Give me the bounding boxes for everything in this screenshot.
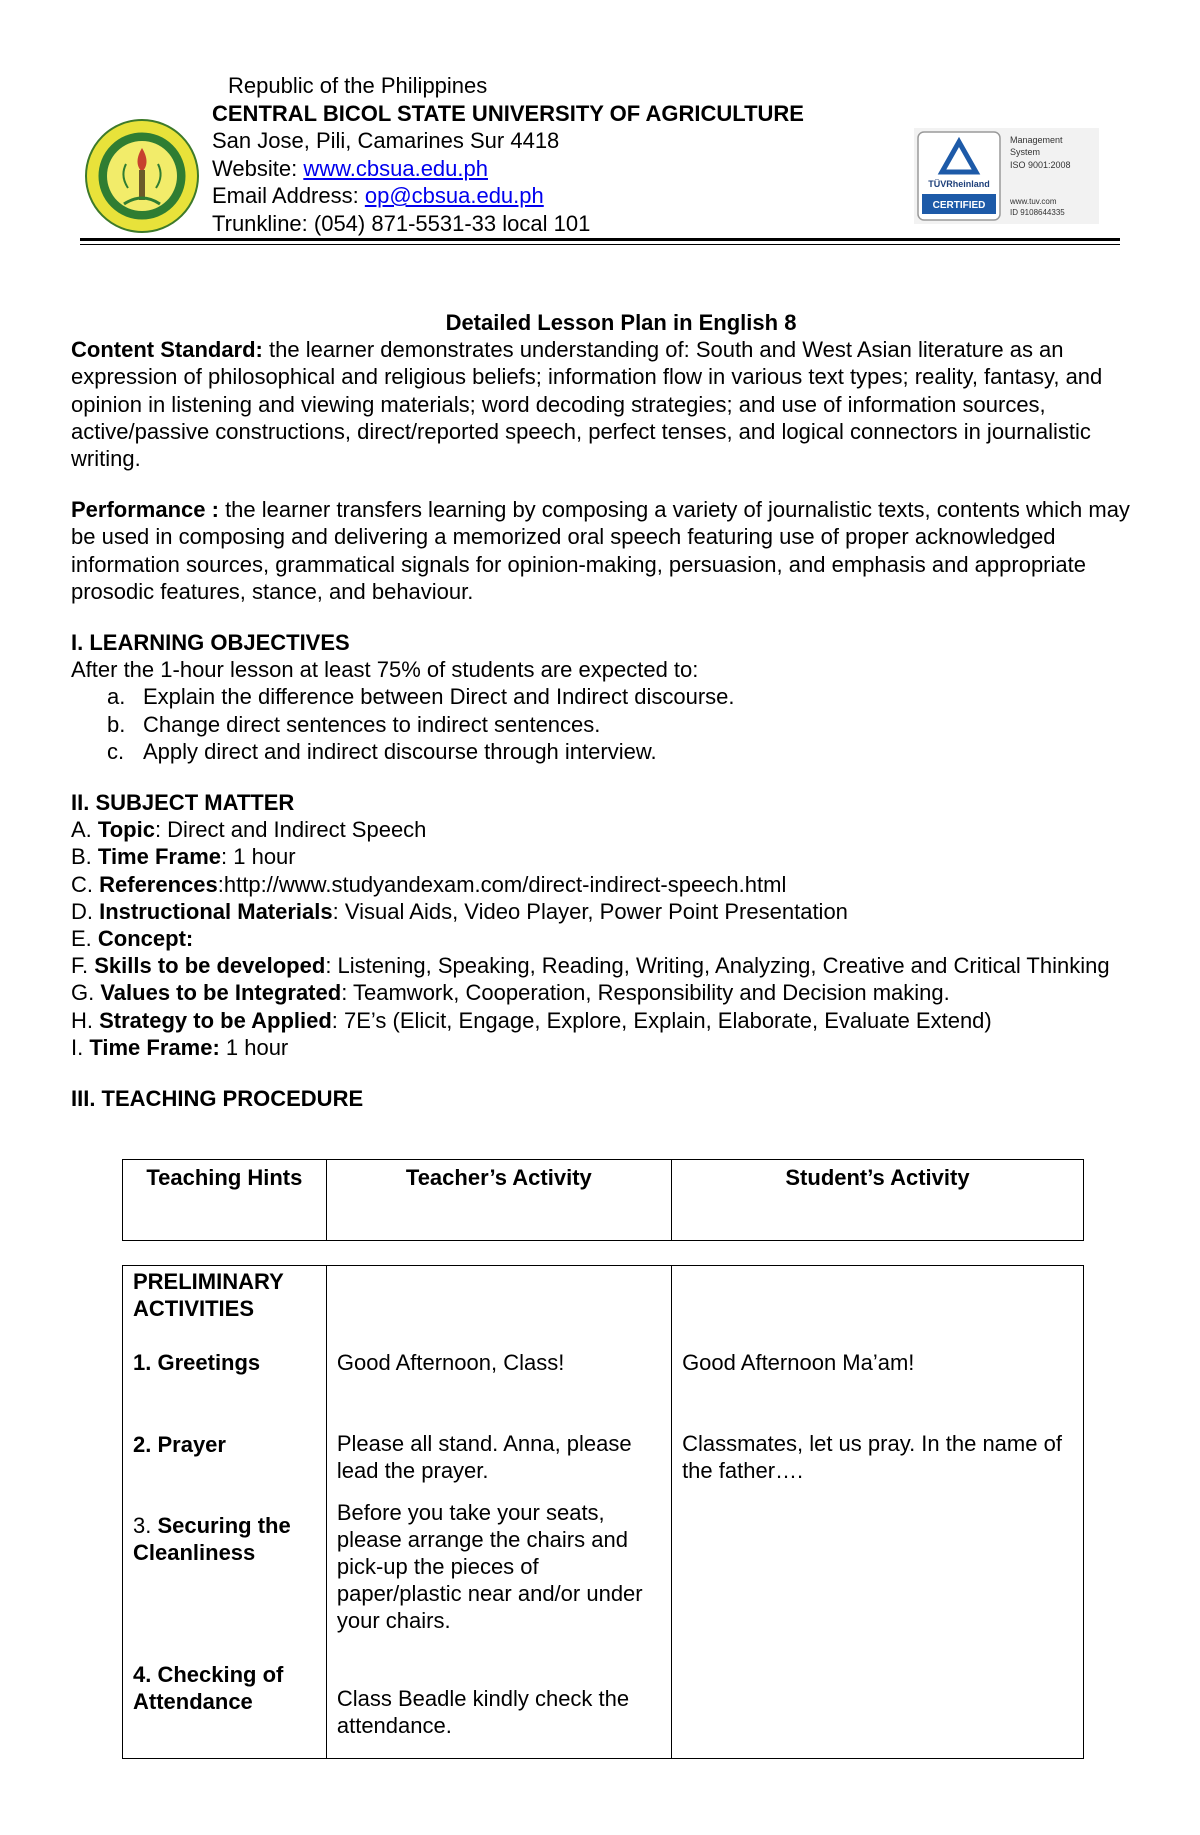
objectives-heading: I. LEARNING OBJECTIVES	[71, 630, 350, 656]
spacer	[71, 765, 1131, 789]
email-link[interactable]: op@cbsua.edu.ph	[364, 183, 544, 208]
performance-standard	[71, 496, 1131, 605]
tuv-brand: TÜVRheinland	[928, 179, 990, 189]
cert-iso: ISO 9001:2008	[1010, 160, 1071, 170]
subject-item	[71, 925, 1131, 952]
lesson-plan-body	[71, 309, 1131, 1112]
cert-id: ID 9108644335	[1010, 208, 1065, 217]
hint-label: Prayer	[157, 1431, 226, 1457]
student-greeting: Good Afternoon Ma’am!	[682, 1350, 915, 1375]
subject-label: References	[99, 871, 218, 897]
subject-text: 1 hour	[219, 1034, 289, 1060]
spacer	[133, 1566, 316, 1661]
content-standard-text: the learner demonstrates understanding of: South and West Asian literature as an expression of philosophical and religious beliefs; information flow in various text types; reality, fantasy, and opinion in listening and viewing materials; word decoding strategies; and use of information sources, active/passive constructions, direct/reported speech, perfect tenses, and logical connectors in journalistic writing.	[71, 337, 1103, 472]
teaching-procedure-heading: III. TEACHING PROCEDURE	[71, 1086, 364, 1112]
subject-prefix: H.	[71, 1007, 100, 1033]
subject-label: Topic	[97, 817, 155, 843]
spacer	[133, 1322, 316, 1349]
spacer	[337, 1485, 661, 1499]
spacer	[682, 1376, 1073, 1430]
hint-attendance	[133, 1661, 316, 1715]
header-rule-thin	[80, 244, 1120, 245]
tuv-certification-badge	[914, 128, 1099, 224]
table-row	[123, 1266, 1084, 1759]
objectives-intro: After the 1-hour lesson at least 75% of students are expected to:	[71, 657, 699, 683]
subject-text: : 7E’s (Elicit, Engage, Explore, Explain, Elaborate, Evaluate Extend)	[331, 1007, 992, 1033]
objective-text: Apply direct and indirect discourse through interview.	[143, 738, 657, 764]
list-marker: b.	[107, 711, 126, 737]
subject-label: Concept:	[97, 926, 194, 952]
subject-text: : Direct and Indirect Speech	[154, 817, 427, 843]
column-header-teacher-activity: Teacher’s Activity	[326, 1160, 671, 1241]
subject-prefix: B.	[71, 844, 98, 870]
hint-prefix: 2.	[133, 1431, 158, 1457]
hint-label: Greetings	[157, 1350, 261, 1376]
spacer	[71, 472, 1131, 496]
hints-cell	[123, 1266, 327, 1759]
list-item	[71, 683, 1131, 710]
subject-label: Time Frame:	[89, 1034, 220, 1060]
teacher-cleanliness: Before you take your seats, please arrange the chairs and pick-up the pieces of paper/plastic near and/or under your chairs.	[336, 1499, 643, 1634]
objective-text: Explain the difference between Direct and Indirect discourse.	[143, 684, 735, 710]
spacer	[71, 1061, 1131, 1085]
preliminary-activities-label: PRELIMINARY ACTIVITIES	[133, 1269, 284, 1322]
website-label: Website:	[212, 155, 304, 181]
list-marker: a.	[107, 684, 126, 710]
subject-text: : Visual Aids, Video Player, Power Point Presentation	[332, 898, 848, 924]
address-line: San Jose, Pili, Camarines Sur 4418	[212, 128, 560, 153]
performance-label: Performance :	[71, 497, 219, 523]
cert-site: www.tuv.com	[1010, 197, 1057, 206]
cert-mgmt2: System	[1010, 147, 1041, 157]
subject-text: :http://www.studyandexam.com/direct-indirect-speech.html	[217, 871, 787, 897]
subject-item	[71, 898, 1131, 925]
university-seal-icon	[84, 118, 200, 234]
performance-text: the learner transfers learning by composing a variety of journalistic texts, contents which may be used in composing and delivering a memorized oral speech featuring use of proper acknowledged information sources, grammatical signals for opinion-making, persuasion, and emphasis and appropriate prosodic features, stance, and behaviour.	[71, 497, 1130, 604]
subject-prefix: E.	[71, 926, 98, 952]
subject-label: Strategy to be Applied	[99, 1007, 332, 1033]
teacher-attendance: Class Beadle kindly check the attendance.	[336, 1685, 630, 1738]
cert-mgmt1: Management	[1010, 135, 1063, 145]
document-title: Detailed Lesson Plan in English 8	[445, 310, 797, 335]
subject-item	[71, 1007, 1131, 1034]
list-marker: c.	[107, 738, 125, 764]
subject-item	[71, 979, 1131, 1006]
spacer	[337, 1376, 661, 1430]
subject-prefix: D.	[71, 898, 100, 924]
objective-text: Change direct sentences to indirect sentences.	[143, 711, 601, 737]
subject-prefix: F.	[71, 953, 95, 979]
spacer	[133, 1716, 316, 1756]
objectives-list	[71, 683, 1131, 765]
hint-greetings	[133, 1349, 316, 1376]
subject-label: Time Frame	[97, 844, 222, 870]
teacher-prayer: Please all stand. Anna, please lead the prayer.	[336, 1431, 632, 1484]
subject-label: Instructional Materials	[99, 898, 333, 924]
trunkline-line: Trunkline: (054) 871-5531-33 local 101	[212, 210, 591, 236]
subject-label: Values to be Integrated	[100, 980, 342, 1006]
column-header-student-activity: Student’s Activity	[671, 1160, 1083, 1241]
list-item	[71, 738, 1131, 765]
spacer	[133, 1458, 316, 1512]
student-activity-cell	[672, 1266, 1084, 1759]
subject-item	[71, 816, 1131, 843]
subject-item	[71, 952, 1131, 979]
hint-prefix: 1.	[133, 1350, 158, 1376]
subject-prefix: I.	[71, 1034, 90, 1060]
subject-item	[71, 871, 1131, 898]
subject-prefix: A.	[71, 817, 98, 843]
subject-item	[71, 1034, 1131, 1061]
procedure-activities-table	[122, 1265, 1084, 1759]
republic-line: Republic of the Philippines	[228, 73, 488, 98]
table-header-row	[123, 1160, 1084, 1241]
subject-item	[71, 843, 1131, 870]
content-standard	[71, 336, 1131, 472]
subject-text: : Teamwork, Cooperation, Responsibility and Decision making.	[341, 980, 950, 1006]
spacer	[337, 1268, 661, 1349]
procedure-header-table	[122, 1159, 1084, 1241]
content-standard-label: Content Standard:	[71, 337, 263, 363]
hint-prefix: 3.	[133, 1512, 158, 1538]
hint-prefix: 4.	[133, 1662, 158, 1688]
hint-label: Securing the Cleanliness	[133, 1512, 291, 1566]
subject-text: : Listening, Speaking, Reading, Writing, Analyzing, Creative and Critical Thinking	[325, 953, 1110, 979]
subject-prefix: C.	[71, 871, 100, 897]
hint-cleanliness	[133, 1512, 316, 1566]
spacer	[133, 1377, 316, 1431]
email-line	[212, 182, 804, 210]
university-name: CENTRAL BICOL STATE UNIVERSITY OF AGRICULTURE	[212, 100, 804, 126]
header-rule-thick	[80, 238, 1120, 241]
spacer	[337, 1635, 661, 1685]
email-label: Email Address:	[212, 183, 365, 208]
student-prayer: Classmates, let us pray. In the name of the father….	[682, 1431, 1062, 1484]
hint-label: Checking of Attendance	[133, 1662, 284, 1715]
subject-label: Skills to be developed	[94, 953, 326, 979]
spacer	[682, 1268, 1073, 1349]
teacher-greeting: Good Afternoon, Class!	[336, 1350, 565, 1375]
list-item	[71, 711, 1131, 738]
tuv-certified: CERTIFIED	[932, 200, 986, 211]
column-header-teaching-hints: Teaching Hints	[123, 1160, 327, 1241]
website-link[interactable]: www.cbsua.edu.ph	[303, 155, 488, 181]
teacher-activity-cell	[326, 1266, 671, 1759]
letterhead	[212, 72, 804, 237]
spacer	[71, 605, 1131, 629]
subject-matter-heading: II. SUBJECT MATTER	[71, 790, 295, 816]
hint-prayer	[133, 1431, 316, 1458]
website-line	[212, 155, 804, 183]
subject-prefix: G.	[71, 980, 101, 1006]
subject-text: : 1 hour	[221, 844, 296, 870]
